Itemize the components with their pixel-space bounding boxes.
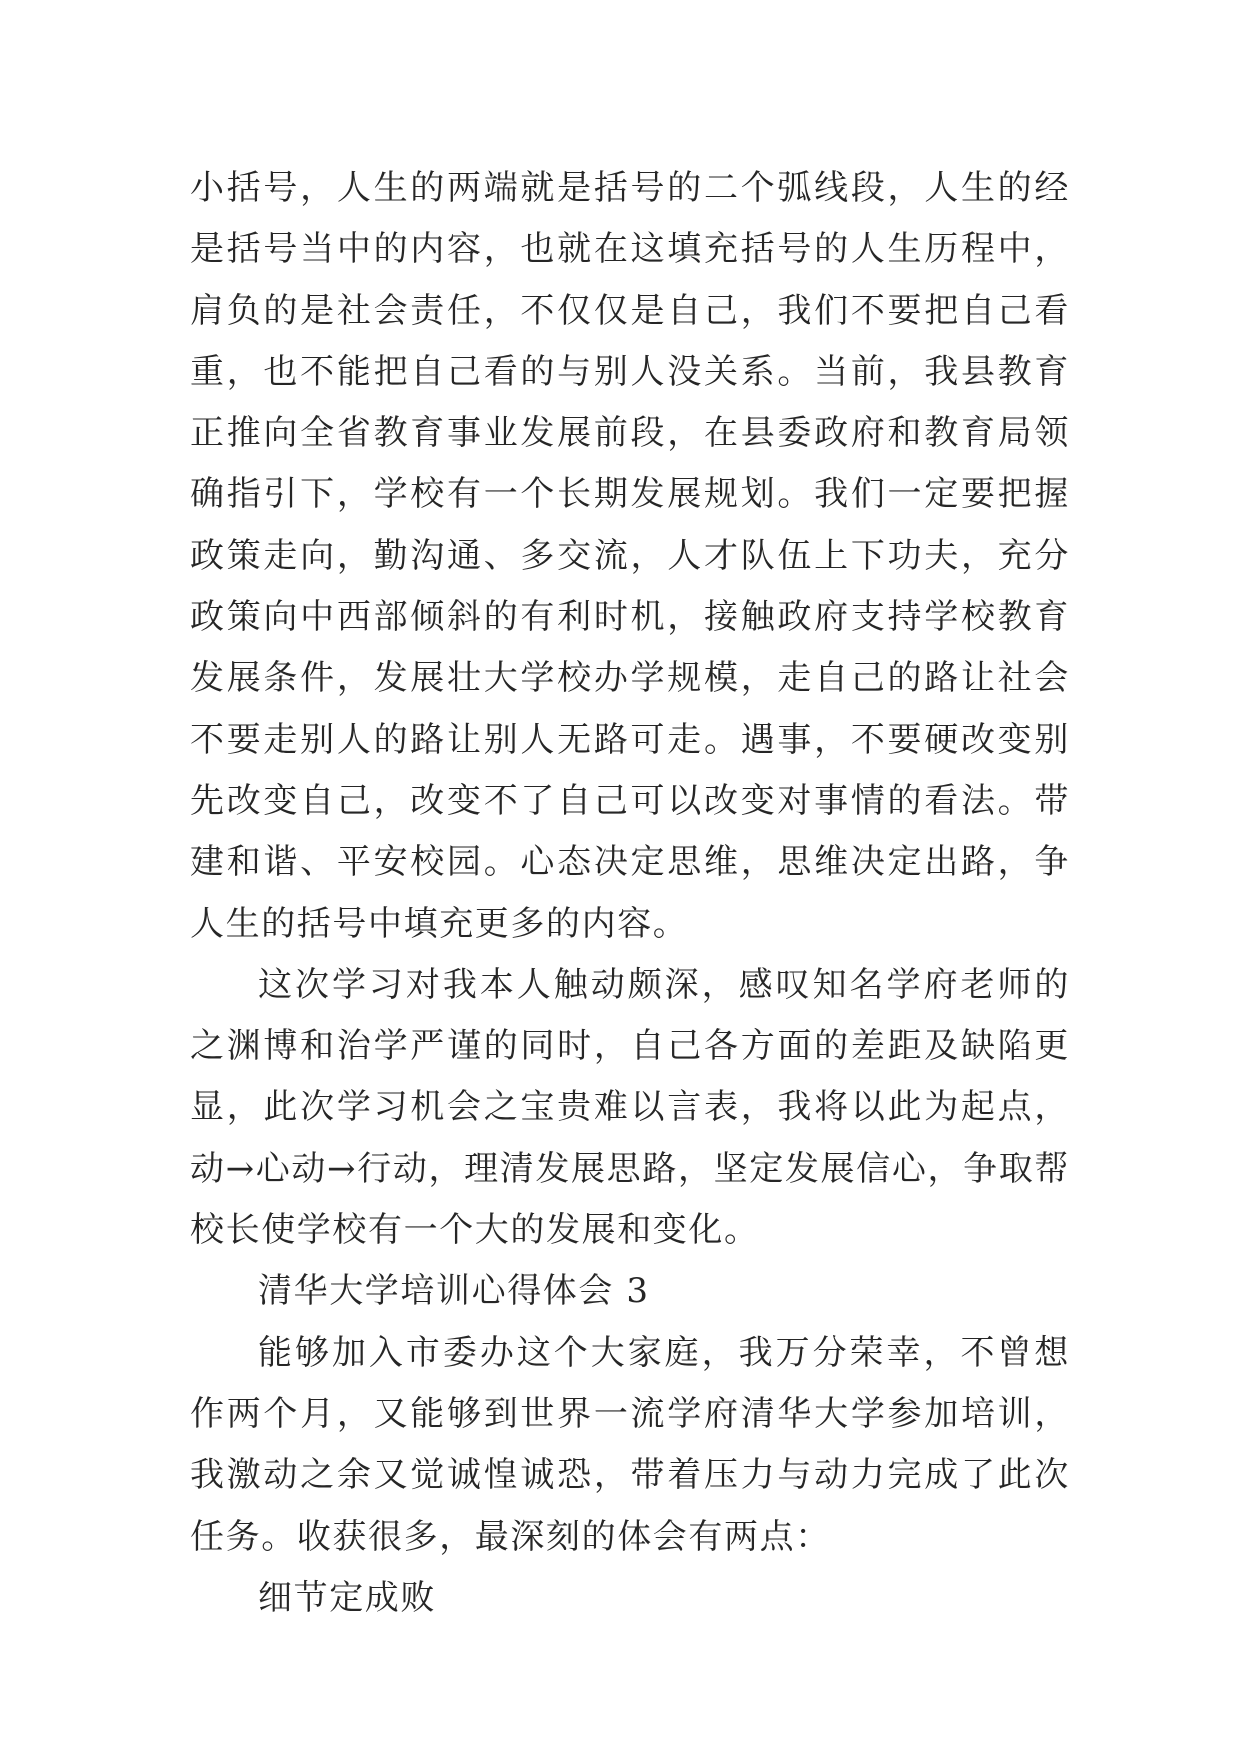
paragraph-line: 能够加入市委办这个大家庭，我万分荣幸，不曾想: [258, 1332, 1070, 1373]
paragraph-line: 之渊博和治学严谨的同时，自己各方面的差距及缺陷更: [190, 1026, 1070, 1067]
paragraph-line: 正推向全省教育事业发展前段，在县委政府和教育局领: [190, 413, 1070, 454]
paragraph-line: 不要走别人的路让别人无路可走。遇事，不要硬改变别: [190, 719, 1070, 760]
paragraph-line: 小括号，人生的两端就是括号的二个弧线段，人生的经: [190, 168, 1070, 208]
paragraph-line: 重，也不能把自己看的与别人没关系。当前，我县教育: [190, 351, 1070, 392]
paragraph-line: 发展条件，发展壮大学校办学规模，走自己的路让社会: [190, 658, 1070, 699]
paragraph-line: 校长使学校有一个大的发展和变化。: [190, 1210, 760, 1251]
paragraph-line: 建和谐、平安校园。心态决定思维，思维决定出路，争: [190, 842, 1070, 883]
paragraph-line: 我激动之余又觉诚惶诚恐，带着压力与动力完成了此次: [190, 1455, 1070, 1496]
paragraph-line: 政策向中西部倾斜的有利时机，接触政府支持学校教育: [190, 597, 1070, 638]
paragraph-line: 确指引下，学校有一个长期发展规划。我们一定要把握: [190, 474, 1070, 515]
paragraph-line: 人生的括号中填充更多的内容。: [190, 903, 689, 944]
section-heading: 清华大学培训心得体会 3: [258, 1271, 650, 1312]
paragraph-line: 先改变自己，改变不了自己可以改变对事情的看法。带: [190, 780, 1070, 821]
document-body: [190, 158, 1070, 1629]
paragraph-line: 任务。收获很多，最深刻的体会有两点：: [190, 1516, 831, 1557]
subheading: 细节定成败: [258, 1577, 436, 1618]
paragraph-line: 显，此次学习机会之宝贵难以言表，我将以此为起点，: [190, 1087, 1070, 1128]
paragraph-line: 是括号当中的内容，也就在这填充括号的人生历程中，: [190, 229, 1070, 270]
paragraph-line: 动→心动→行动，理清发展思路，坚定发展信心，争取帮: [190, 1148, 1070, 1189]
paragraph-line: 政策走向，勤沟通、多交流，人才队伍上下功夫，充分: [190, 535, 1070, 576]
paragraph-line: 这次学习对我本人触动颇深，感叹知名学府老师的: [258, 964, 1070, 1005]
paragraph-line: 作两个月，又能够到世界一流学府清华大学参加培训，: [190, 1393, 1070, 1434]
paragraph-line: 肩负的是社会责任，不仅仅是自己，我们不要把自己看: [190, 290, 1070, 331]
